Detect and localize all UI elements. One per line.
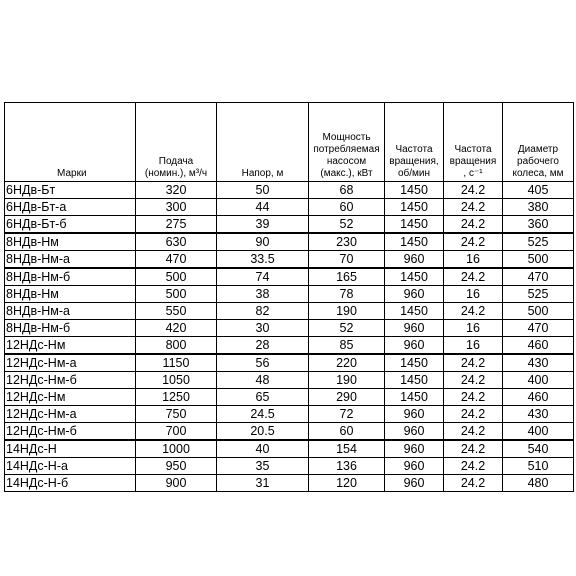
table-row (5, 389, 574, 406)
cell-frequency: 24.2 (444, 354, 503, 372)
cell-brand: 6НДв-Бт (5, 182, 136, 199)
table-row (5, 406, 574, 423)
cell-head: 90 (217, 233, 309, 251)
cell-head: 56 (217, 354, 309, 372)
header-brand: Марки (5, 103, 136, 182)
cell-flow: 630 (136, 233, 217, 251)
cell-brand: 14НДс-Н (5, 440, 136, 458)
cell-power: 52 (309, 320, 385, 337)
header-head: Напор, м (217, 103, 309, 182)
cell-brand: 8НДв-Нм-б (5, 320, 136, 337)
cell-impeller-diameter: 510 (503, 458, 574, 475)
cell-frequency: 16 (444, 320, 503, 337)
cell-brand: 12НДс-Нм-б (5, 423, 136, 441)
cell-brand: 8НДв-Нм-а (5, 251, 136, 269)
table-row (5, 268, 574, 286)
cell-head: 82 (217, 303, 309, 320)
cell-power: 78 (309, 286, 385, 303)
cell-power: 60 (309, 199, 385, 216)
cell-brand: 12НДс-Нм-б (5, 372, 136, 389)
table-row (5, 440, 574, 458)
table-row (5, 320, 574, 337)
table-row (5, 182, 574, 199)
cell-impeller-diameter: 360 (503, 216, 574, 234)
cell-head: 40 (217, 440, 309, 458)
cell-power: 70 (309, 251, 385, 269)
cell-brand: 6НДв-Бт-б (5, 216, 136, 234)
cell-rpm: 1450 (385, 389, 444, 406)
cell-impeller-diameter: 500 (503, 303, 574, 320)
cell-impeller-diameter: 470 (503, 268, 574, 286)
cell-frequency: 16 (444, 251, 503, 269)
cell-rpm: 1450 (385, 303, 444, 320)
table-header (5, 103, 574, 182)
cell-flow: 320 (136, 182, 217, 199)
cell-flow: 1000 (136, 440, 217, 458)
cell-impeller-diameter: 540 (503, 440, 574, 458)
cell-flow: 500 (136, 268, 217, 286)
cell-rpm: 1450 (385, 268, 444, 286)
cell-power: 68 (309, 182, 385, 199)
cell-frequency: 24.2 (444, 389, 503, 406)
cell-flow: 700 (136, 423, 217, 441)
cell-power: 120 (309, 475, 385, 492)
cell-flow: 470 (136, 251, 217, 269)
cell-rpm: 1450 (385, 233, 444, 251)
cell-flow: 300 (136, 199, 217, 216)
cell-head: 35 (217, 458, 309, 475)
cell-frequency: 16 (444, 337, 503, 355)
cell-frequency: 24.2 (444, 372, 503, 389)
cell-impeller-diameter: 480 (503, 475, 574, 492)
cell-head: 31 (217, 475, 309, 492)
cell-brand: 14НДс-Н-б (5, 475, 136, 492)
cell-head: 39 (217, 216, 309, 234)
cell-flow: 800 (136, 337, 217, 355)
cell-frequency: 24.2 (444, 475, 503, 492)
cell-power: 60 (309, 423, 385, 441)
table-body (5, 182, 574, 492)
header-impeller-diameter: Диаметр рабочего колеса, мм (503, 103, 574, 182)
cell-impeller-diameter: 460 (503, 389, 574, 406)
table-row (5, 372, 574, 389)
cell-rpm: 960 (385, 337, 444, 355)
cell-flow: 275 (136, 216, 217, 234)
cell-rpm: 1450 (385, 199, 444, 216)
cell-power: 136 (309, 458, 385, 475)
cell-head: 44 (217, 199, 309, 216)
cell-impeller-diameter: 525 (503, 233, 574, 251)
header-flow: Подача (номин.), м³/ч (136, 103, 217, 182)
pump-specs-table (4, 102, 574, 492)
cell-impeller-diameter: 400 (503, 372, 574, 389)
cell-frequency: 24.2 (444, 303, 503, 320)
cell-head: 65 (217, 389, 309, 406)
cell-power: 52 (309, 216, 385, 234)
cell-impeller-diameter: 430 (503, 406, 574, 423)
cell-impeller-diameter: 470 (503, 320, 574, 337)
table-row (5, 216, 574, 234)
cell-impeller-diameter: 500 (503, 251, 574, 269)
cell-head: 48 (217, 372, 309, 389)
cell-frequency: 24.2 (444, 233, 503, 251)
cell-frequency: 24.2 (444, 268, 503, 286)
cell-frequency: 24.2 (444, 199, 503, 216)
cell-brand: 12НДс-Нм-а (5, 354, 136, 372)
cell-power: 290 (309, 389, 385, 406)
cell-rpm: 960 (385, 423, 444, 441)
cell-rpm: 960 (385, 320, 444, 337)
cell-flow: 550 (136, 303, 217, 320)
table-row (5, 337, 574, 355)
cell-rpm: 960 (385, 458, 444, 475)
cell-rpm: 1450 (385, 182, 444, 199)
cell-brand: 8НДв-Нм-б (5, 268, 136, 286)
cell-frequency: 24.2 (444, 440, 503, 458)
cell-power: 190 (309, 372, 385, 389)
cell-frequency: 24.2 (444, 182, 503, 199)
cell-flow: 500 (136, 286, 217, 303)
cell-power: 154 (309, 440, 385, 458)
cell-impeller-diameter: 400 (503, 423, 574, 441)
cell-brand: 8НДв-Нм (5, 286, 136, 303)
cell-frequency: 24.2 (444, 406, 503, 423)
cell-head: 74 (217, 268, 309, 286)
cell-impeller-diameter: 525 (503, 286, 574, 303)
table-row (5, 233, 574, 251)
cell-flow: 1050 (136, 372, 217, 389)
cell-rpm: 960 (385, 406, 444, 423)
cell-brand: 12НДс-Нм (5, 337, 136, 355)
cell-flow: 420 (136, 320, 217, 337)
cell-power: 220 (309, 354, 385, 372)
header-row (5, 103, 574, 182)
cell-head: 33.5 (217, 251, 309, 269)
cell-head: 20.5 (217, 423, 309, 441)
cell-flow: 1250 (136, 389, 217, 406)
cell-frequency: 16 (444, 286, 503, 303)
cell-rpm: 960 (385, 286, 444, 303)
cell-head: 30 (217, 320, 309, 337)
cell-flow: 750 (136, 406, 217, 423)
cell-impeller-diameter: 380 (503, 199, 574, 216)
table-row (5, 199, 574, 216)
cell-frequency: 24.2 (444, 458, 503, 475)
cell-impeller-diameter: 430 (503, 354, 574, 372)
table-row (5, 286, 574, 303)
cell-frequency: 24.2 (444, 423, 503, 441)
table-row (5, 251, 574, 269)
table-row (5, 303, 574, 320)
cell-brand: 12НДс-Нм (5, 389, 136, 406)
cell-brand: 8НДв-Нм (5, 233, 136, 251)
table-row (5, 475, 574, 492)
cell-impeller-diameter: 405 (503, 182, 574, 199)
cell-head: 24.5 (217, 406, 309, 423)
cell-rpm: 1450 (385, 216, 444, 234)
table-row (5, 458, 574, 475)
cell-brand: 14НДс-Н-а (5, 458, 136, 475)
cell-power: 165 (309, 268, 385, 286)
cell-flow: 950 (136, 458, 217, 475)
cell-brand: 12НДс-Нм-а (5, 406, 136, 423)
cell-head: 28 (217, 337, 309, 355)
cell-power: 230 (309, 233, 385, 251)
cell-rpm: 960 (385, 251, 444, 269)
cell-rpm: 1450 (385, 372, 444, 389)
cell-brand: 8НДв-Нм-а (5, 303, 136, 320)
cell-power: 85 (309, 337, 385, 355)
cell-frequency: 24.2 (444, 216, 503, 234)
table-row (5, 423, 574, 441)
cell-flow: 1150 (136, 354, 217, 372)
cell-brand: 6НДв-Бт-а (5, 199, 136, 216)
cell-power: 72 (309, 406, 385, 423)
cell-flow: 900 (136, 475, 217, 492)
cell-rpm: 960 (385, 475, 444, 492)
cell-rpm: 960 (385, 440, 444, 458)
cell-power: 190 (309, 303, 385, 320)
cell-impeller-diameter: 460 (503, 337, 574, 355)
header-frequency: Частота вращения , с⁻¹ (444, 103, 503, 182)
cell-rpm: 1450 (385, 354, 444, 372)
header-rpm: Частота вращения, об/мин (385, 103, 444, 182)
cell-head: 50 (217, 182, 309, 199)
table-row (5, 354, 574, 372)
header-power: Мощность потребляемая насосом (макс.), кВт (309, 103, 385, 182)
cell-head: 38 (217, 286, 309, 303)
